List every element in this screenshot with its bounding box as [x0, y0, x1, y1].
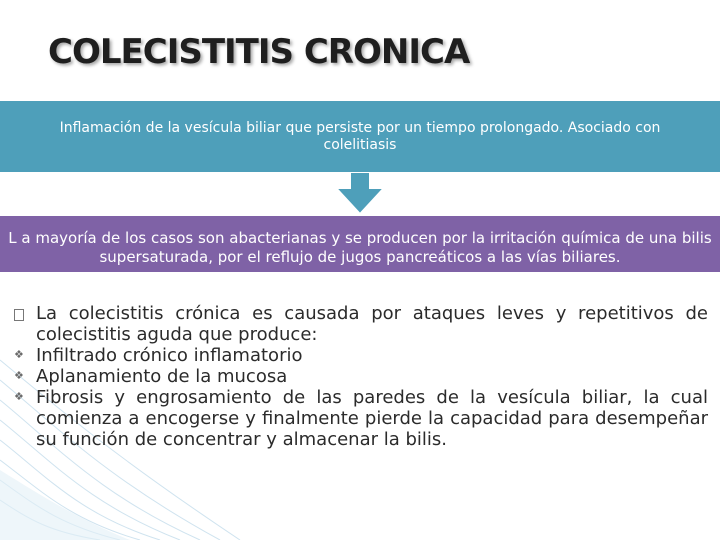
diamond-bullet-icon: ❖	[14, 348, 24, 361]
down-arrow-icon	[336, 172, 384, 218]
bullet-text: Fibrosis y engrosamiento de las paredes de la vesícula biliar, la cual comienza a encogerse y finalmente pierde la capacidad para desempeñar su función de concentrar y almacenar la bilis.	[36, 387, 708, 450]
bullet-list	[14, 303, 708, 450]
square-bullet-icon	[14, 309, 24, 321]
cause-text: L a mayoría de los casos son abacterianas y se producen por la irritación química de una bilis supersaturada, por el reflujo de jugos pancreáticos a las vías biliares.	[8, 229, 712, 266]
bullet-text: La colecistitis crónica es causada por ataques leves y repetitivos de colecistitis aguda que produce:	[36, 303, 708, 345]
list-item	[14, 387, 708, 450]
diamond-bullet-icon: ❖	[14, 390, 24, 403]
list-item	[14, 303, 708, 345]
cause-box	[0, 216, 720, 272]
definition-text: Inflamación de la vesícula biliar que persiste por un tiempo prolongado. Asociado con colelitiasis	[59, 120, 661, 153]
slide-title: COLECISTITIS CRONICA	[48, 32, 470, 72]
list-item	[14, 366, 708, 387]
bullet-text: Infiltrado crónico inflamatorio	[36, 345, 303, 366]
list-item	[14, 345, 708, 366]
diamond-bullet-icon: ❖	[14, 369, 24, 382]
bullet-text: Aplanamiento de la mucosa	[36, 366, 288, 387]
definition-box	[0, 101, 720, 172]
